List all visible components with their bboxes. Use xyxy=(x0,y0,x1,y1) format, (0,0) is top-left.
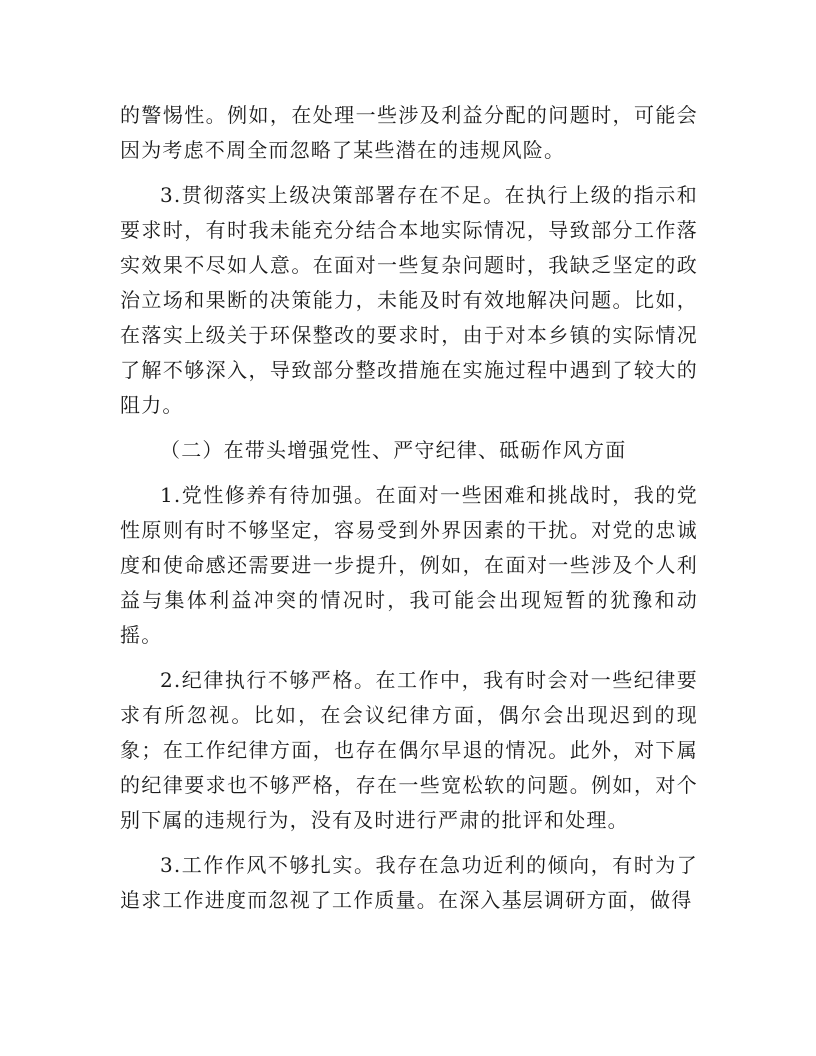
paragraph-item-3-decision-implementation: 3.贯彻落实上级决策部署存在不足。在执行上级的指示和要求时，有时我未能充分结合本地实际情况，导致部分工作落实效果不尽如人意。在面对一些复杂问题时，我缺乏坚定的政治立场和果断的决策能力，未能及时有效地解决问题。比如，在落实上级关于环保整改的要求时，由于对本乡镇的实际情况了解不够深入，导致部分整改措施在实施过程中遇到了较大的阻力。 xyxy=(120,183,698,417)
paragraph-item-1-party-spirit: 1.党性修养有待加强。在面对一些困难和挑战时，我的党性原则有时不够坚定，容易受到外界因素的干扰。对党的忠诚度和使命感还需要进一步提升，例如，在面对一些涉及个人利益与集体利益冲突的情况时，我可能会出现短暂的犹豫和动摇。 xyxy=(120,483,698,647)
section-heading-2: （二）在带头增强党性、严守纪律、砥砺作风方面 xyxy=(160,438,627,462)
paragraph-item-2-discipline: 2.纪律执行不够严格。在工作中，我有时会对一些纪律要求有所忽视。比如，在会议纪律方面，偶尔会出现迟到的现象；在工作纪律方面，也存在偶尔早退的情况。此外，对下属的纪律要求也不够严格，存在一些宽松软的问题。例如，对个别下属的违规行为，没有及时进行严肃的批评和处理。 xyxy=(120,668,698,832)
paragraph-continuation: 的警惕性。例如，在处理一些涉及利益分配的问题时，可能会因为考虑不周全而忽略了某些潜在的违规风险。 xyxy=(120,103,698,162)
paragraph-item-3-work-style: 3.工作作风不够扎实。我存在急功近利的倾向，有时为了追求工作进度而忽视了工作质量。在深入基层调研方面，做得 xyxy=(120,853,698,912)
document-body xyxy=(120,98,698,928)
